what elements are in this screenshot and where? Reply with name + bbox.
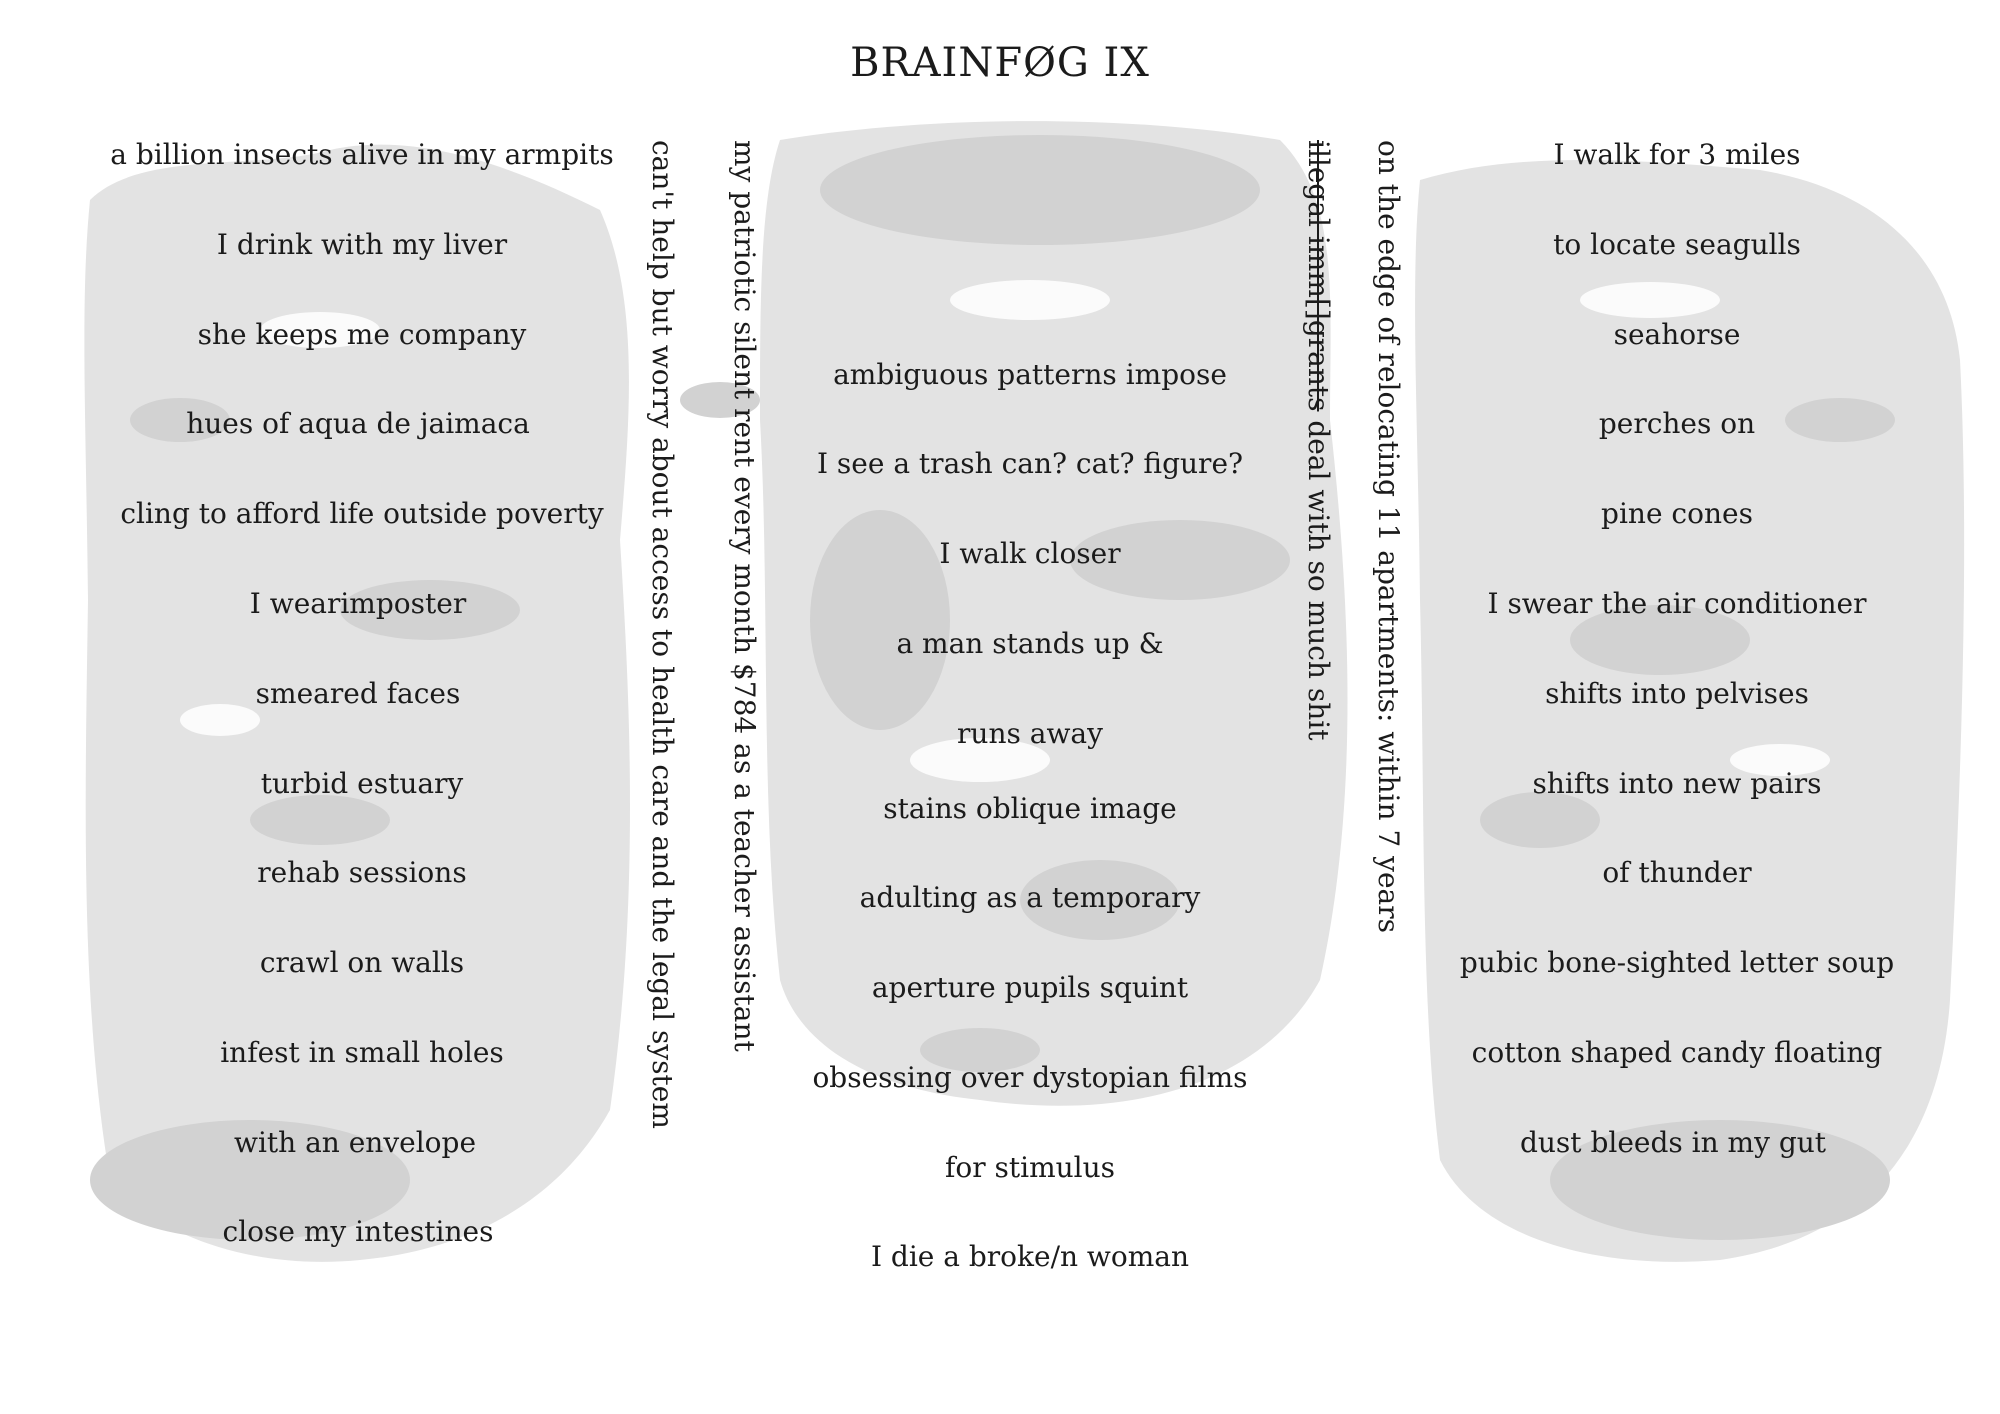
left-line: cling to afford life outside poverty <box>120 497 604 530</box>
right-line: of thunder <box>1602 856 1752 889</box>
right-line: shifts into new pairs <box>1532 767 1822 800</box>
left-line: I drink with my liver <box>216 228 508 261</box>
center-line: I die a broke/n woman <box>870 1240 1190 1273</box>
center-line: adulting as a temporary <box>859 881 1201 914</box>
right-line: I swear the air conditioner <box>1487 587 1867 620</box>
vertical-line-rent: my patriotic silent rent every month $784 as a teacher assistant <box>728 140 761 1052</box>
left-line: turbid estuary <box>260 767 464 800</box>
right-line: to locate seagulls <box>1553 228 1801 261</box>
left-line: she keeps me company <box>197 318 527 351</box>
vertical-line-rest: deal with so much shit <box>1302 411 1335 741</box>
center-line: ambiguous patterns impose <box>833 358 1227 391</box>
right-line: cotton shaped candy floating <box>1471 1036 1883 1069</box>
center-line: for stimulus <box>944 1151 1116 1184</box>
center-line: stains oblique image <box>883 792 1177 825</box>
left-line: smeared faces <box>255 677 461 710</box>
left-line: crawl on walls <box>259 946 465 979</box>
center-line: obsessing over dystopian films <box>812 1061 1248 1094</box>
right-line: shifts into pelvises <box>1545 677 1809 710</box>
center-line: a man stands up & <box>896 627 1164 660</box>
right-line: seahorse <box>1613 318 1741 351</box>
center-line: I see a trash can? cat? figure? <box>816 447 1244 480</box>
left-line: infest in small holes <box>220 1036 504 1069</box>
left-line: rehab sessions <box>257 856 467 889</box>
left-line: I wearimposter <box>249 587 467 620</box>
right-line: pubic bone-sighted letter soup <box>1459 946 1895 979</box>
right-line: dust bleeds in my gut <box>1519 1126 1827 1159</box>
right-line: pine cones <box>1601 497 1753 530</box>
page-title: BRAINFØG IX <box>850 40 1150 86</box>
left-line: close my intestines <box>222 1215 494 1248</box>
left-line: a billion insects alive in my armpits <box>110 138 614 171</box>
struck-text: illegal imm[]grants <box>1302 140 1335 412</box>
center-line: runs away <box>957 717 1103 750</box>
center-line: I walk closer <box>939 537 1121 570</box>
right-line: perches on <box>1598 407 1756 440</box>
center-line: aperture pupils squint <box>871 971 1189 1004</box>
left-line: with an envelope <box>233 1126 477 1159</box>
left-line: hues of aqua de jaimaca <box>186 407 530 440</box>
right-line: I walk for 3 miles <box>1553 138 1801 171</box>
vertical-line-relocating: on the edge of relocating 11 apartments: within 7 years <box>1372 140 1405 933</box>
vertical-line-health-care: can't help but worry about access to health care and the legal system <box>646 140 679 1129</box>
vertical-line-immigrants <box>1302 140 1335 741</box>
